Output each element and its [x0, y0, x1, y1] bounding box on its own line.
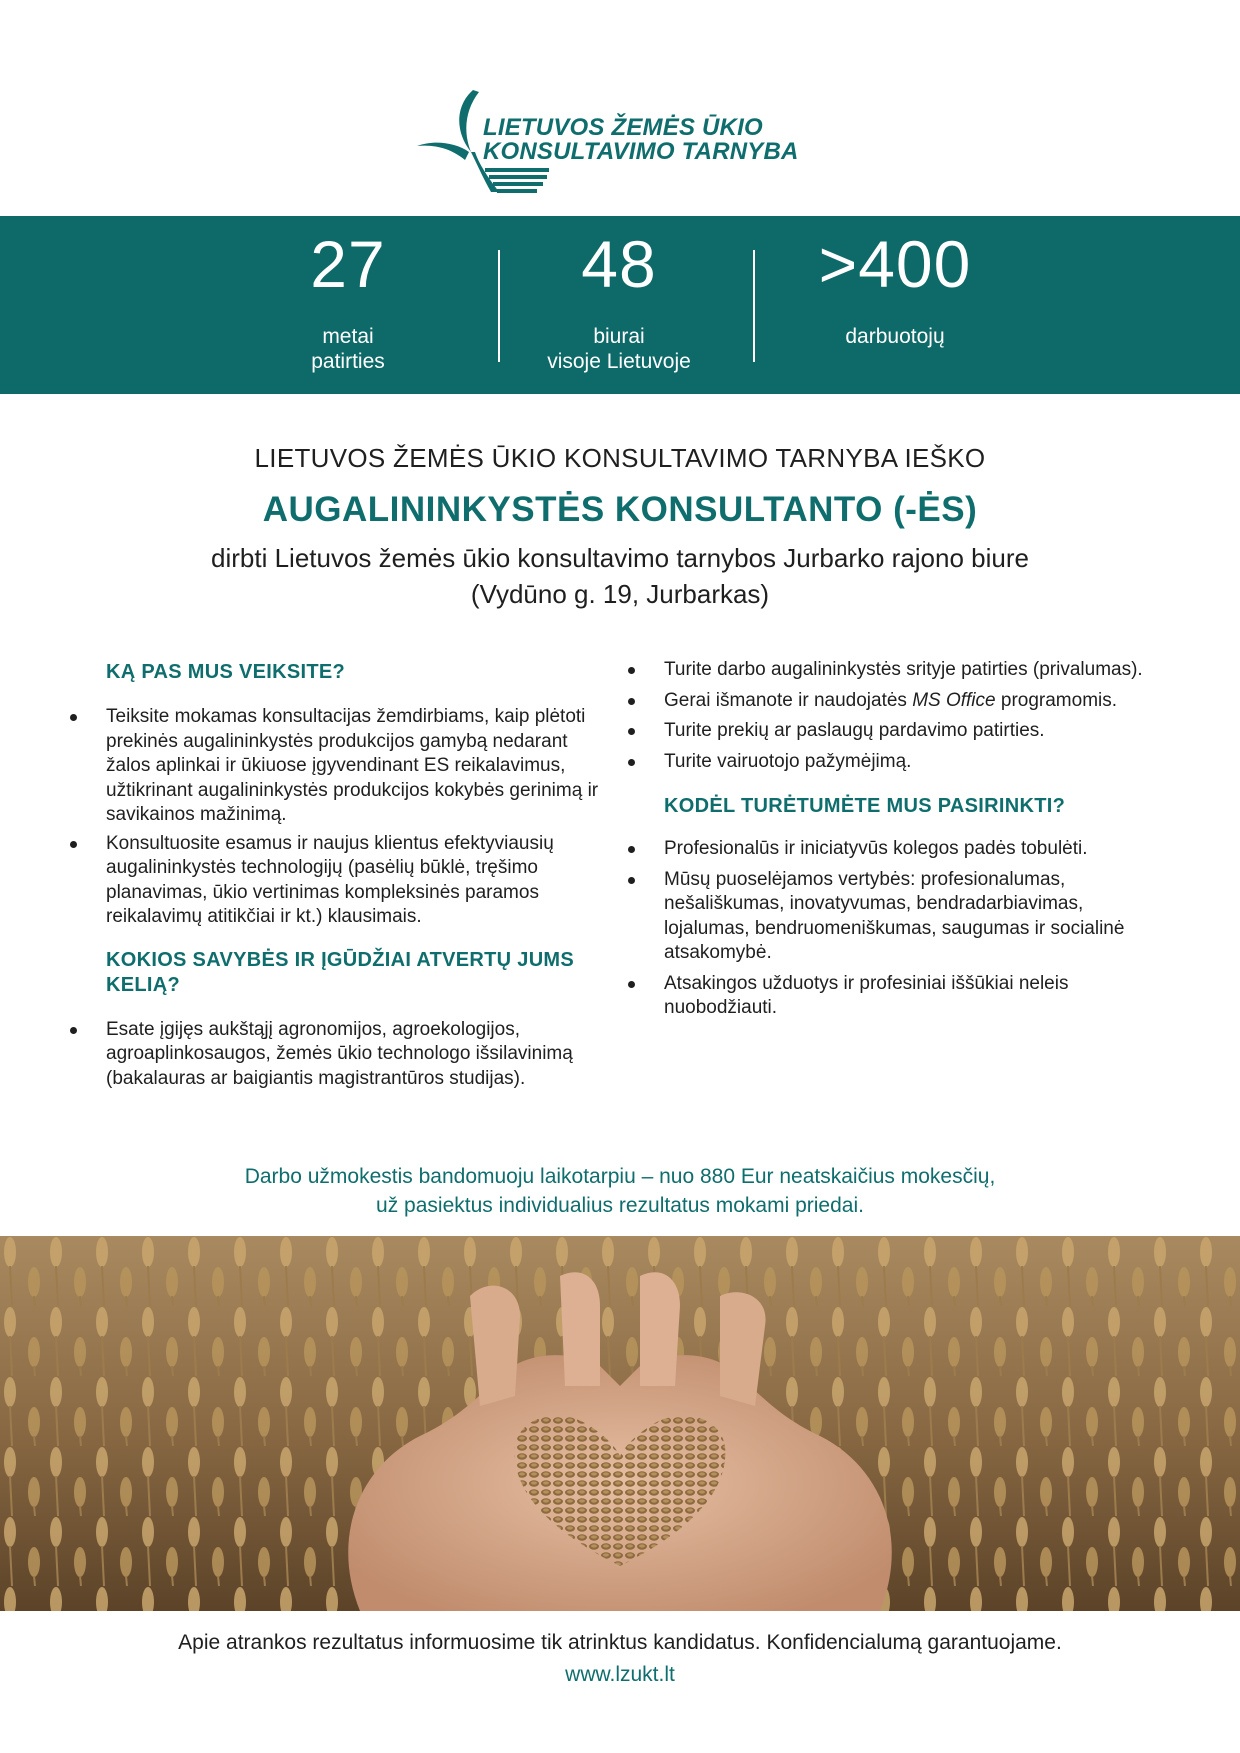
logo-text-line2: KONSULTAVIMO TARNYBA — [483, 138, 799, 165]
website-link[interactable]: www.lzukt.lt — [565, 1663, 675, 1686]
list-item: Konsultuosite esamus ir naujus klientus efektyviausių augalininkystės technologijų (pasėlių būklė, tręšimo planavimas, ūkio vertinimas kompleksinės paramos reikalavimų atitikčiai ir kt.) klausimais. — [70, 832, 615, 930]
stat-employees-number: >400 — [818, 227, 972, 301]
list-item: Mūsų puoselėjamos vertybės: profesionalumas, nešališkumas, inovatyvumas, bendradarbiavimas, lojalumas, bendruomeniškumas, saugumas ir socialinė atsakomybė. — [628, 868, 1168, 966]
salary-line2: už pasiektus individualius rezultatus mokami priedai. — [376, 1194, 864, 1217]
stat-offices-number: 48 — [581, 227, 657, 301]
stat-divider — [498, 250, 500, 362]
section-skills-title: KOKIOS SAVYBĖS IR ĮGŪDŽIAI ATVERTŲ JUMS KELIĄ? — [106, 948, 575, 996]
salary-info — [0, 1162, 1240, 1220]
stat-offices — [509, 216, 729, 374]
skills-list — [70, 1018, 615, 1092]
benefits-list — [628, 837, 1168, 1021]
section-duties-title: KĄ PAS MUS VEIKSITE? — [106, 661, 345, 683]
job-location-line1: dirbti Lietuvos žemės ūkio konsultavimo tarnybos Jurbarko rajono biure — [211, 543, 1029, 573]
stat-years-label1: metai — [322, 325, 374, 348]
salary-line1: Darbo užmokestis bandomuoju laikotarpiu – nuo 880 Eur neatskaičius mokesčių, — [244, 1165, 996, 1188]
footer-note: Apie atrankos rezultatus informuosime tik atrinktus kandidatus. Konfidencialumą garantuojame. — [178, 1631, 1062, 1654]
wheat-field-image — [0, 1236, 1240, 1611]
list-item: Turite vairuotojo pažymėjimą. — [628, 750, 1168, 775]
organization-logo — [415, 82, 835, 194]
stat-divider — [753, 250, 755, 362]
job-heading — [0, 440, 1240, 612]
right-column — [628, 658, 1168, 1021]
footer — [0, 1628, 1240, 1689]
stat-years-number: 27 — [310, 227, 386, 301]
list-item: Turite darbo augalininkystės srityje patirties (privalumas). — [628, 658, 1168, 683]
stat-years-label — [238, 324, 458, 374]
job-location — [0, 540, 1240, 612]
stat-years — [238, 216, 458, 374]
list-item: Gerai išmanote ir naudojatės MS Office programomis. — [628, 689, 1168, 714]
stat-employees-label1: darbuotojų — [845, 325, 945, 348]
section-why-title: KODĖL TURĖTUMĖTE MUS PASIRINKTI? — [664, 795, 1066, 817]
logo-text-line1: LIETUVOS ŽEMĖS ŪKIO — [483, 114, 763, 141]
duties-list — [70, 705, 615, 930]
stat-offices-label — [509, 324, 729, 374]
list-item: Turite prekių ar paslaugų pardavimo patirties. — [628, 719, 1168, 744]
organization-title: LIETUVOS ŽEMĖS ŪKIO KONSULTAVIMO TARNYBA IEŠKO — [254, 443, 986, 473]
stat-employees-label — [785, 324, 1005, 349]
stat-years-label2: patirties — [311, 350, 385, 373]
list-item: Profesionalūs ir iniciatyvūs kolegos padės tobulėti. — [628, 837, 1168, 862]
left-column — [70, 660, 615, 1091]
stat-offices-label2: visoje Lietuvoje — [547, 350, 691, 373]
wheat-hands-photo — [0, 1236, 1240, 1611]
list-item: Atsakingos užduotys ir profesiniai iššūkiai neleis nuobodžiauti. — [628, 972, 1168, 1021]
job-location-line2: (Vydūno g. 19, Jurbarkas) — [470, 579, 770, 609]
stat-employees — [785, 216, 1005, 349]
ms-office-text: MS Office — [912, 689, 996, 711]
list-item: Esate įgijęs aukštąjį agronomijos, agroekologijos, agroaplinkosaugos, žemės ūkio technologo išsilavinimą (bakalauras ar baigiantis magistrantūros studijas). — [70, 1018, 615, 1092]
stat-offices-label1: biurai — [593, 325, 645, 348]
position-title: AUGALININKYSTĖS KONSULTANTO (-ĖS) — [262, 490, 978, 529]
requirements-list — [628, 658, 1168, 774]
list-item: Teiksite mokamas konsultacijas žemdirbiams, kaip plėtoti prekinės augalininkystės produkcijos gamybą nedarant žalos aplinkai ir ūkiuose įgyvendinant ES reikalavimus, užtikrinant augalininkystės produkcijos kokybės gerinimą ir savikainos mažinimą. — [70, 705, 615, 828]
stats-band — [0, 216, 1240, 394]
